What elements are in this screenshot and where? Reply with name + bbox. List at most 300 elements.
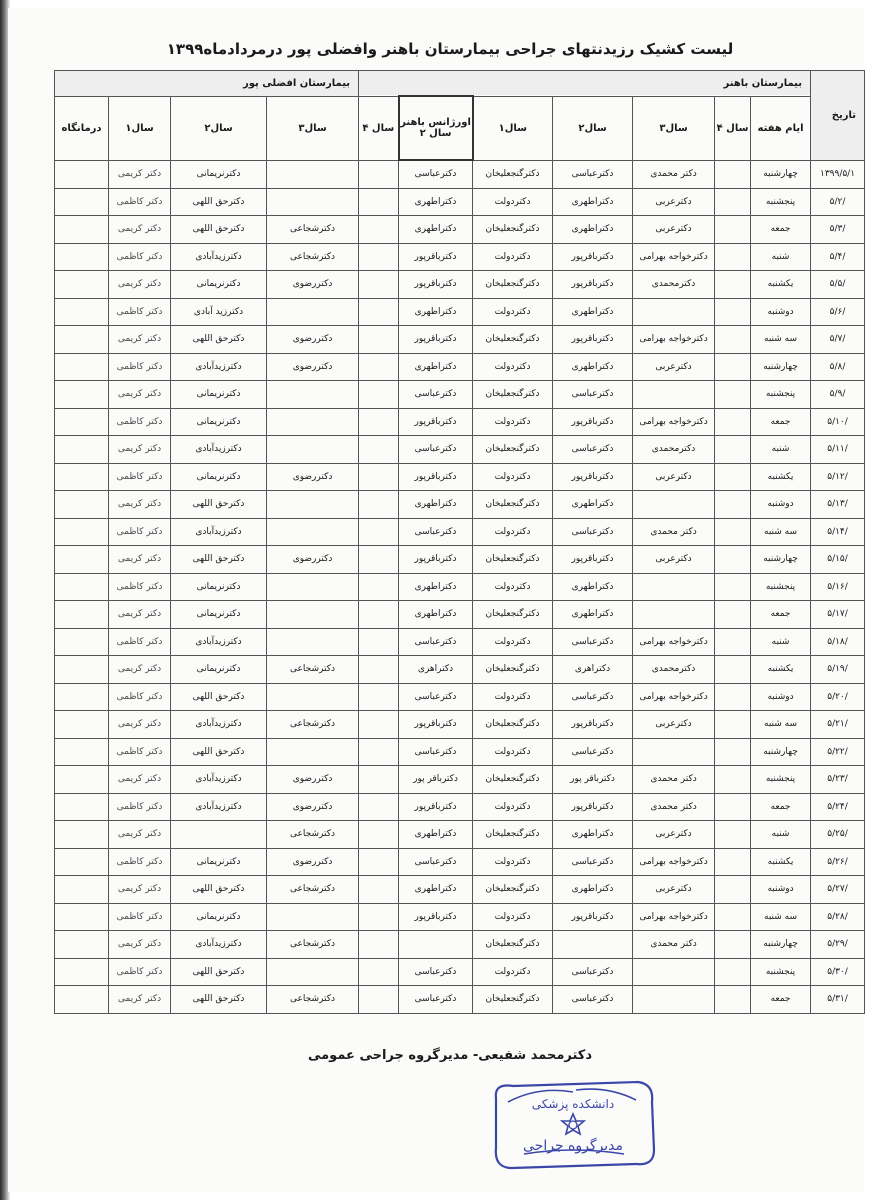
emergency-cell: دکترباقرپور [399,326,473,354]
date-cell: ۵/۹/ [811,381,865,409]
afzali-year4-cell [359,793,399,821]
emergency-cell: دکتراطهری [399,876,473,904]
b-year3-header: سال۳ [633,96,715,160]
day-cell: دوشنبه [751,491,811,519]
signature-line: دکترمحمد شفیعی- مدیرگروه جراحی عمومی [307,1048,592,1063]
afzali-year3-cell: دکتررضوی [267,793,359,821]
afzali-year3-cell: دکترشجاعی [267,243,359,271]
bahonar-year1-cell: دکترگنجعلیخان [473,876,553,904]
date-cell: ۵/۲۵/ [811,821,865,849]
bahonar-year1-cell: دکتردولت [473,793,553,821]
bahonar-year3-cell [633,986,715,1014]
afzali-year4-cell [359,876,399,904]
clinic-cell [55,326,109,354]
bahonar-year1-cell: دکترگنجعلیخان [473,546,553,574]
bahonar-year3-cell: دکترعربی [633,821,715,849]
group-header-row [55,71,865,97]
bahonar-year3-cell: دکترخواجه بهرامی [633,683,715,711]
afzali-year2-cell: دکترنریمانی [171,463,267,491]
date-cell: ۵/۶/ [811,298,865,326]
table-row [55,271,865,299]
date-cell: ۵/۴/ [811,243,865,271]
date-cell: ۵/۱۴/ [811,518,865,546]
clinic-cell [55,738,109,766]
emergency-cell: دکترباقرپور [399,271,473,299]
bahonar-year2-cell: دکتراطهری [553,216,633,244]
afzali-year1-cell: دکتر کاظمی [109,408,171,436]
afzali-year1-cell: دکتر کریمی [109,546,171,574]
emergency-cell: دکترعباسی [399,381,473,409]
bahonar-year3-cell: دکتر محمدی [633,931,715,959]
afzali-year1-cell: دکتر کریمی [109,160,171,188]
bahonar-year2-cell: دکترعباسی [553,160,633,188]
afzali-year1-cell: دکتر کریمی [109,986,171,1014]
a-year4-header: سال ۴ [359,96,399,160]
day-cell: پنجشنبه [751,958,811,986]
afzali-year1-cell: دکتر کریمی [109,766,171,794]
afzali-year4-cell [359,683,399,711]
bahonar-year1-cell: دکتردولت [473,573,553,601]
afzali-year4-cell [359,408,399,436]
table-row [55,573,865,601]
emergency-cell: دکترباقرپور [399,243,473,271]
bahonar-year2-cell: دکترباقرپور [553,271,633,299]
clinic-cell [55,381,109,409]
table-row [55,793,865,821]
afzali-year1-cell: دکتر کاظمی [109,958,171,986]
date-cell: ۵/۲۱/ [811,711,865,739]
table-row [55,986,865,1014]
day-cell: چهارشنبه [751,160,811,188]
clinic-cell [55,903,109,931]
clinic-cell [55,243,109,271]
afzali-year1-cell: دکتر کریمی [109,656,171,684]
afzali-year3-cell: دکترشجاعی [267,216,359,244]
afzali-year4-cell [359,931,399,959]
bahonar-header: بیمارستان باهنر [359,71,811,97]
afzali-year3-cell: دکترشجاعی [267,931,359,959]
afzali-year4-cell [359,353,399,381]
afzali-year2-cell: دکترزید آبادی [171,298,267,326]
bahonar-year2-cell: دکترباقرپور [553,546,633,574]
day-cell: دوشنبه [751,683,811,711]
bahonar-year3-cell: دکترمحمدی [633,271,715,299]
day-cell: پنجشنبه [751,381,811,409]
clinic-cell [55,436,109,464]
afzali-year1-cell: دکتر کاظمی [109,573,171,601]
emergency-cell: دکتراطهری [399,298,473,326]
afzali-year3-cell [267,381,359,409]
afzali-year3-cell [267,738,359,766]
date-cell: ۵/۱۰/ [811,408,865,436]
afzali-year3-cell [267,408,359,436]
afzali-year3-cell [267,491,359,519]
table-row [55,216,865,244]
clinic-cell [55,931,109,959]
bahonar-year1-cell: دکتردولت [473,518,553,546]
bahonar-year2-cell: دکتراطهری [553,298,633,326]
emergency-cell: دکترعباسی [399,518,473,546]
emergency-cell: دکتراطهری [399,491,473,519]
bahonar-year1-cell: دکترگنجعلیخان [473,601,553,629]
bahonar-year1-cell: دکتردولت [473,188,553,216]
clinic-cell [55,573,109,601]
date-cell: ۵/۳۱/ [811,986,865,1014]
emergency-cell: دکترباقرپور [399,546,473,574]
bahonar-year1-cell: دکترگنجعلیخان [473,711,553,739]
emergency-cell: دکترعباسی [399,848,473,876]
afzali-year2-cell: دکترزیدآبادی [171,518,267,546]
date-cell: ۵/۳/ [811,216,865,244]
bahonar-year2-cell: دکترعباسی [553,958,633,986]
bahonar-year4-cell [715,958,751,986]
afzali-year2-cell: دکترزیدآبادی [171,436,267,464]
afzali-year4-cell [359,546,399,574]
date-cell: ۵/۷/ [811,326,865,354]
afzali-year2-cell: دکترحق اللهی [171,738,267,766]
table-row [55,848,865,876]
table-row [55,436,865,464]
bahonar-year3-cell [633,491,715,519]
bahonar-year2-cell: دکترباقرپور [553,903,633,931]
afzali-year1-cell: دکتر کاظمی [109,243,171,271]
table-row [55,931,865,959]
clinic-cell [55,408,109,436]
clinic-cell [55,188,109,216]
emergency-cell: دکتراطهری [399,353,473,381]
table-row [55,628,865,656]
clinic-cell [55,793,109,821]
afzali-year1-cell: دکتر کریمی [109,326,171,354]
bahonar-year1-cell: دکتردولت [473,463,553,491]
afzali-year1-cell: دکتر کریمی [109,271,171,299]
day-cell: جمعه [751,216,811,244]
afzali-year4-cell [359,491,399,519]
bahonar-year2-cell: دکتراطهری [553,573,633,601]
emergency-cell: دکتراطهری [399,601,473,629]
afzali-year1-cell: دکتر کاظمی [109,628,171,656]
afzali-year4-cell [359,271,399,299]
afzali-year2-cell: دکترحق اللهی [171,876,267,904]
afzali-year4-cell [359,958,399,986]
bahonar-year4-cell [715,683,751,711]
date-cell: ۵/۳۰/ [811,958,865,986]
a-year1-header: سال۱ [109,96,171,160]
afzali-year4-cell [359,738,399,766]
afzali-year4-cell [359,903,399,931]
afzali-year4-cell [359,573,399,601]
bahonar-year1-cell: دکترگنجعلیخان [473,271,553,299]
bahonar-year4-cell [715,436,751,464]
afzali-year2-cell: دکترحق اللهی [171,491,267,519]
afzali-year1-cell: دکتر کریمی [109,711,171,739]
stamp-text: مدیرگروه جراحی [523,1138,623,1154]
afzali-year1-cell: دکتر کاظمی [109,848,171,876]
emergency-cell: دکترعباسی [399,986,473,1014]
clinic-cell [55,876,109,904]
b-year1-header: سال۱ [473,96,553,160]
emergency-cell: دکترباقرپور [399,463,473,491]
bahonar-year3-cell: دکترعربی [633,353,715,381]
afzali-year1-cell: دکتر کاظمی [109,738,171,766]
bahonar-year3-cell [633,298,715,326]
afzali-year3-cell [267,573,359,601]
date-cell: ۵/۱۳/ [811,491,865,519]
day-cell: یکشنبه [751,271,811,299]
bahonar-year2-cell: دکتراطهری [553,821,633,849]
emergency-cell: دکترباقرپور [399,903,473,931]
bahonar-year4-cell [715,408,751,436]
afzali-year4-cell [359,628,399,656]
afzali-year1-cell: دکتر کریمی [109,381,171,409]
afzali-year4-cell [359,326,399,354]
afzali-year3-cell [267,436,359,464]
afzali-year3-cell: دکتررضوی [267,271,359,299]
date-cell: ۵/۲۹/ [811,931,865,959]
table-row [55,656,865,684]
bahonar-year2-cell: دکترباقرپور [553,326,633,354]
afzali-year4-cell [359,601,399,629]
afzali-year4-cell [359,518,399,546]
bahonar-year2-cell: دکترعباسی [553,986,633,1014]
bahonar-year4-cell [715,381,751,409]
bahonar-year1-cell: دکتردولت [473,243,553,271]
emergency-cell: دکتراطهری [399,188,473,216]
table-row [55,298,865,326]
afzali-year2-cell: دکترزیدآبادی [171,628,267,656]
bahonar-year3-cell: دکتر محمدی [633,518,715,546]
afzali-year1-cell: دکتر کاظمی [109,518,171,546]
afzali-year1-cell: دکتر کریمی [109,601,171,629]
afzali-year4-cell [359,766,399,794]
bahonar-year4-cell [715,353,751,381]
bahonar-year4-cell [715,986,751,1014]
clinic-cell [55,656,109,684]
afzali-year1-cell: دکتر کاظمی [109,353,171,381]
clinic-cell [55,628,109,656]
table-row [55,711,865,739]
date-cell: ۵/۱۷/ [811,601,865,629]
day-cell: جمعه [751,408,811,436]
date-header: تاریخ [811,71,865,161]
bahonar-year4-cell [715,491,751,519]
afzali-year2-cell: دکترحق اللهی [171,326,267,354]
afzali-year3-cell [267,601,359,629]
bahonar-year3-cell: دکتر محمدی [633,160,715,188]
day-cell: چهارشنبه [751,931,811,959]
afzali-year4-cell [359,986,399,1014]
bahonar-year1-cell: دکترگنجعلیخان [473,986,553,1014]
afzali-year2-cell: دکترنریمانی [171,848,267,876]
bahonar-year4-cell [715,518,751,546]
day-cell: شنبه [751,436,811,464]
bahonar-year3-cell [633,738,715,766]
day-cell: پنجشنبه [751,766,811,794]
afzali-year3-cell: دکتررضوی [267,546,359,574]
bahonar-year4-cell [715,793,751,821]
afzali-year1-cell: دکتر کریمی [109,931,171,959]
bahonar-year1-cell: دکترگنجعلیخان [473,160,553,188]
afzali-year2-cell: دکترحق اللهی [171,188,267,216]
afzali-year2-cell: دکترحق اللهی [171,958,267,986]
afzali-year3-cell [267,298,359,326]
clinic-cell [55,463,109,491]
bahonar-year2-cell: دکترعباسی [553,628,633,656]
bahonar-year3-cell: دکترعربی [633,711,715,739]
date-cell: ۵/۵/ [811,271,865,299]
afzali-year3-cell: دکتررضوی [267,353,359,381]
clinic-cell [55,848,109,876]
table-row [55,463,865,491]
bahonar-year2-cell: دکترعباسی [553,683,633,711]
day-cell: چهارشنبه [751,353,811,381]
day-cell: یکشنبه [751,848,811,876]
afzali-year1-cell: دکتر کاظمی [109,683,171,711]
page-title: لیست کشیک رزیدنتهای جراحی بیمارستان باهنر وافضلی پور درمردادماه۱۳۹۹ [166,40,734,58]
bahonar-year1-cell: دکتردولت [473,408,553,436]
table-row [55,160,865,188]
afzali-year3-cell [267,903,359,931]
bahonar-year4-cell [715,326,751,354]
clinic-header: درمانگاه [55,96,109,160]
afzali-year4-cell [359,821,399,849]
table-row [55,518,865,546]
afzali-header: بیمارستان افضلی پور [55,71,359,97]
bahonar-year3-cell: دکترمحمدی [633,656,715,684]
b-year4-header: سال ۴ [715,96,751,160]
date-cell: ۵/۲۳/ [811,766,865,794]
afzali-year3-cell: دکترشجاعی [267,711,359,739]
bahonar-year3-cell: دکترعربی [633,188,715,216]
bahonar-year1-cell: دکترگنجعلیخان [473,381,553,409]
clinic-cell [55,711,109,739]
bahonar-year4-cell [715,711,751,739]
bahonar-year2-cell: دکتراطهری [553,353,633,381]
date-cell: ۵/۸/ [811,353,865,381]
day-cell: یکشنبه [751,656,811,684]
bahonar-year4-cell [715,766,751,794]
emergency-cell: دکتراهری [399,656,473,684]
afzali-year4-cell [359,298,399,326]
clinic-cell [55,683,109,711]
bahonar-year1-cell: دکترگنجعلیخان [473,216,553,244]
clinic-cell [55,546,109,574]
bahonar-year1-cell: دکتردولت [473,628,553,656]
day-cell: پنجشنبه [751,188,811,216]
bahonar-year3-cell [633,573,715,601]
afzali-year3-cell [267,518,359,546]
day-cell: شنبه [751,821,811,849]
clinic-cell [55,491,109,519]
table-row [55,903,865,931]
day-cell: شنبه [751,628,811,656]
bahonar-year2-cell: دکترعباسی [553,381,633,409]
emergency-cell: دکترعباسی [399,160,473,188]
bahonar-year1-cell: دکترگنجعلیخان [473,491,553,519]
bahonar-year4-cell [715,546,751,574]
clinic-cell [55,353,109,381]
bahonar-year1-cell: دکتردولت [473,683,553,711]
bahonar-year1-cell: دکتردولت [473,353,553,381]
emergency-cell: دکتراطهری [399,821,473,849]
clinic-cell [55,160,109,188]
day-cell: دوشنبه [751,298,811,326]
afzali-year1-cell: دکتر کریمی [109,216,171,244]
date-cell: ۵/۱۵/ [811,546,865,574]
clinic-cell [55,271,109,299]
date-cell: ۱۳۹۹/۵/۱ [811,160,865,188]
date-cell: ۵/۲۲/ [811,738,865,766]
bahonar-year1-cell: دکترگنجعلیخان [473,821,553,849]
bahonar-year4-cell [715,271,751,299]
bahonar-year3-cell [633,381,715,409]
afzali-year2-cell: دکترنریمانی [171,381,267,409]
clinic-cell [55,518,109,546]
afzali-year4-cell [359,243,399,271]
afzali-year3-cell [267,958,359,986]
emergency-cell: دکترعباسی [399,436,473,464]
bahonar-year2-cell: دکترعباسی [553,738,633,766]
day-cell: سه شنبه [751,518,811,546]
afzali-year2-cell: دکترزیدآبادی [171,931,267,959]
afzali-year2-cell: دکترنریمانی [171,656,267,684]
department-stamp [488,1078,658,1170]
bahonar-year1-cell: دکترگنجعلیخان [473,326,553,354]
emergency-cell: دکترباقرپور [399,408,473,436]
bahonar-year4-cell [715,876,751,904]
roster-body [55,160,865,1013]
bahonar-year2-cell: دکترعباسی [553,436,633,464]
afzali-year3-cell [267,160,359,188]
bahonar-year1-cell: دکترگنجعلیخان [473,656,553,684]
afzali-year4-cell [359,188,399,216]
date-cell: ۵/۱۱/ [811,436,865,464]
table-row [55,766,865,794]
afzali-year4-cell [359,216,399,244]
afzali-year2-cell: دکترنریمانی [171,601,267,629]
date-cell: ۵/۱۲/ [811,463,865,491]
bahonar-year3-cell [633,601,715,629]
bahonar-year1-cell: دکتردولت [473,903,553,931]
afzali-year1-cell: دکتر کاظمی [109,298,171,326]
table-row [55,683,865,711]
afzali-year2-cell: دکترحق اللهی [171,216,267,244]
date-cell: ۵/۲۸/ [811,903,865,931]
afzali-year2-cell: دکترنریمانی [171,408,267,436]
afzali-year2-cell: دکترزیدآبادی [171,711,267,739]
table-row [55,408,865,436]
clinic-cell [55,601,109,629]
bahonar-year2-cell: دکترباقرپور [553,793,633,821]
emergency-header: اورژانس باهنر سال ۲ [399,96,473,160]
stamp-text: دانشکده پزشکی [531,1097,615,1111]
table-row [55,601,865,629]
afzali-year3-cell: دکتررضوی [267,463,359,491]
bahonar-year4-cell [715,601,751,629]
afzali-year1-cell: دکتر کریمی [109,491,171,519]
afzali-year3-cell: دکترشجاعی [267,821,359,849]
afzali-year4-cell [359,656,399,684]
day-cell: چهارشنبه [751,738,811,766]
afzali-year3-cell: دکترشجاعی [267,986,359,1014]
bahonar-year4-cell [715,903,751,931]
afzali-year2-cell: دکترزیدآبادی [171,793,267,821]
clinic-cell [55,216,109,244]
afzali-year2-cell: دکترحق اللهی [171,986,267,1014]
afzali-year4-cell [359,463,399,491]
bahonar-year2-cell: دکتراطهری [553,491,633,519]
bahonar-year1-cell: دکترگنجعلیخان [473,931,553,959]
